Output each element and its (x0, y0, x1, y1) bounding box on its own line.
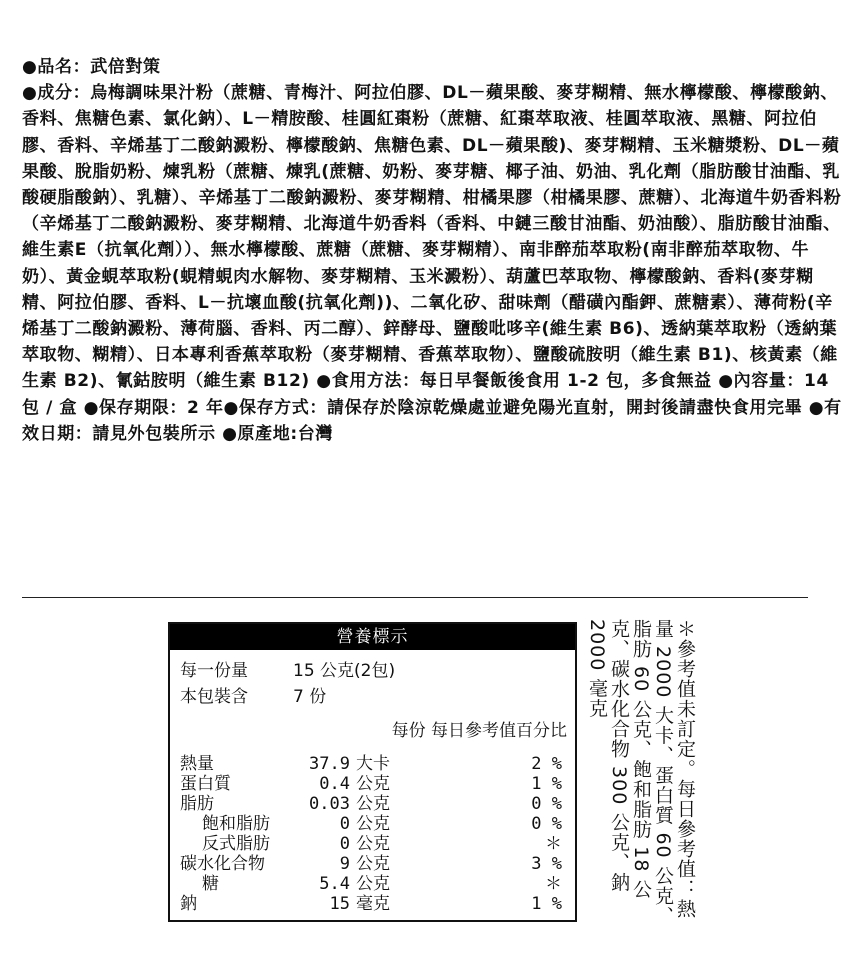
nutrient-unit: 公克 (356, 774, 390, 794)
nutrient-daily-value: 3 % (531, 854, 562, 874)
nutrient-daily-value: 0 % (531, 814, 562, 834)
nutrient-amount: 0 (339, 834, 350, 854)
nutrient-amount: 0.03 (309, 794, 350, 814)
nutrient-row (180, 774, 570, 794)
nutrient-row (180, 794, 570, 814)
nutrient-name: 反式脂肪 (202, 834, 270, 854)
nutrient-daily-value: 1 % (531, 774, 562, 794)
serving-size-row (180, 656, 396, 681)
nutrient-name: 糖 (202, 874, 219, 894)
ingredients-paragraph: ●成分：烏梅調味果汁粉（蔗糖、青梅汁、阿拉伯膠、DL－蘋果酸、麥芽糊精、無水檸檬酸、檸檬酸鈉、香料、焦糖色素、氯化鈉）、L－精胺酸、桂圓紅棗粉（蔗糖、紅棗萃取液、桂圓萃取液、黑糖、阿拉伯膠、香料、辛烯基丁二酸鈉澱粉、檸檬酸鈉、焦糖色素、DL－蘋果酸)、麥芽糊精、玉米糖漿粉、DL－蘋果酸、脫脂奶粉、煉乳粉（蔗糖、煉乳(蔗糖、奶粉、麥芽糖、椰子油、奶油、乳化劑（脂肪酸甘油酯、乳酸硬脂酸鈉）、乳糖）、辛烯基丁二酸鈉澱粉、麥芽糊精、柑橘果膠（柑橘果膠、蔗糖）、北海道牛奶香料粉（辛烯基丁二酸鈉澱粉、麥芽糊精、北海道牛奶香料（香料、中鏈三酸甘油酯、奶油酸）、脂肪酸甘油酯、維生素E（抗氧化劑））、無水檸檬酸、蔗糖（蔗糖、麥芽糊精）、南非醉茄萃取粉(南非醉茄萃取物、牛奶）、黃金蜆萃取粉(蜆精蜆肉水解物、麥芽糊精、玉米澱粉）、葫蘆巴萃取物、檸檬酸鈉、香料(麥芽糊精、阿拉伯膠、香料、L－抗壞血酸(抗氧化劑))、二氧化矽、甜味劑（醋磺內酯鉀、蔗糖素）、薄荷粉(辛烯基丁二酸鈉澱粉、薄荷腦、香料、丙二醇）、鋅酵母、鹽酸吡哆辛(維生素 B6)、透納葉萃取粉（透納葉萃取物、糊精）、日本專利香蕉萃取粉（麥芽糊精、香蕉萃取物）、鹽酸硫胺明（維生素 B1)、核黃素（維生素 B2)、氰鈷胺明（維生素 B12) ●食用方法：每日早餐飯後食用 1-2 包，多食無益 ●內容量：14 包 / 盒 ●保存期限：2 年●保存方式：請保存於陰涼乾燥處並避免陽光直射，開封後請盡快食用完畢 ●有效日期：請見外包裝所示 ●原產地:台灣 (22, 83, 842, 444)
nutrient-name: 脂肪 (180, 794, 214, 814)
nutrient-row (180, 814, 570, 834)
nutrient-amount: 15 (329, 894, 350, 914)
product-name-line: ●品名：武倍對策 (22, 57, 161, 77)
serving-size-label: 每一份量 (180, 661, 248, 681)
nutrient-name: 飽和脂肪 (202, 814, 270, 834)
column-header: 每份 每日參考值百分比 (391, 721, 567, 741)
servings-per-package-row (180, 682, 327, 707)
nutrient-amount: 37.9 (309, 754, 350, 774)
nutrient-unit: 公克 (356, 854, 390, 874)
nutrient-amount: 0 (339, 814, 350, 834)
nutrient-daily-value: 0 % (531, 794, 562, 814)
nutrient-daily-value: 1 % (531, 894, 562, 914)
nutrient-name: 熱量 (180, 754, 214, 774)
nutrient-amount: 0.4 (319, 774, 350, 794)
nutrient-unit: 毫克 (356, 894, 390, 914)
nutrient-row (180, 874, 570, 894)
product-label-text (22, 54, 847, 447)
daily-reference-note: ＊參考值未訂定。每日參考值：熱量 2000 大卡、蛋白質 60 公克、脂肪 60 公克、飽和脂肪 18 公克、碳水化合物 300 公克、鈉 2000 毫克 (586, 619, 696, 926)
servings-value: 7 份 (293, 687, 327, 707)
nutrition-facts-table (168, 622, 577, 922)
nutrient-daily-value: ＊ (545, 834, 562, 854)
nutrient-row (180, 854, 570, 874)
nutrient-name: 碳水化合物 (180, 854, 265, 874)
servings-label: 本包裝含 (180, 687, 248, 707)
nutrient-amount: 9 (339, 854, 350, 874)
serving-size-value: 15 公克(2包) (293, 661, 396, 681)
nutrient-row (180, 754, 570, 774)
nutrient-unit: 公克 (356, 814, 390, 834)
nutrient-name: 蛋白質 (180, 774, 231, 794)
nutrient-unit: 公克 (356, 874, 390, 894)
nutrient-unit: 公克 (356, 794, 390, 814)
nutrient-daily-value: 2 % (531, 754, 562, 774)
nutrient-daily-value: ＊ (545, 874, 562, 894)
nutrient-unit: 公克 (356, 834, 390, 854)
section-divider (22, 597, 808, 598)
nutrient-unit: 大卡 (356, 754, 390, 774)
nutrition-title: 營養標示 (170, 624, 575, 650)
nutrient-name: 鈉 (180, 894, 197, 914)
nutrient-amount: 5.4 (319, 874, 350, 894)
nutrient-row (180, 834, 570, 854)
nutrient-row (180, 894, 570, 914)
